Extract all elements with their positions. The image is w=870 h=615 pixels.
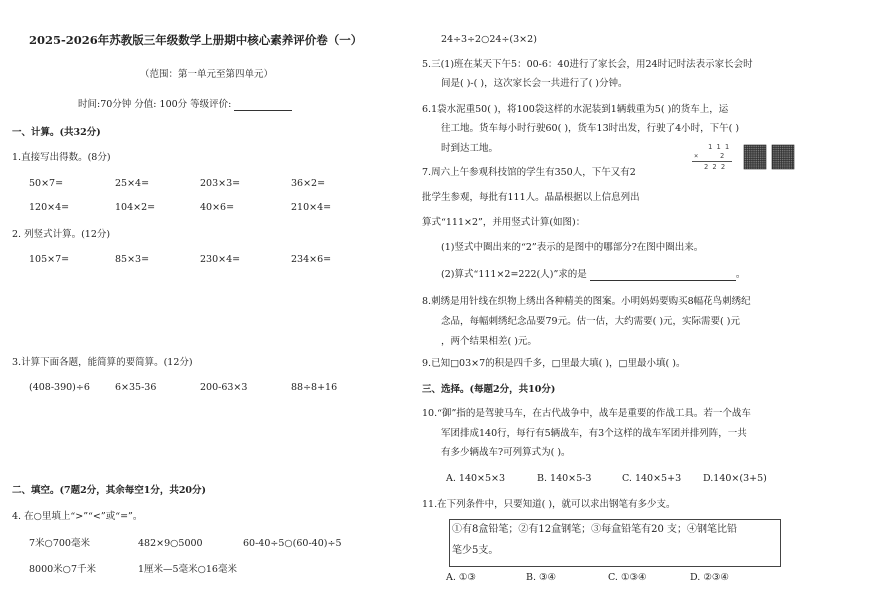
exam-meta-text: 时间:70分钟 分值: 100分 等级评价: bbox=[78, 99, 232, 110]
q6-line: 时到达工地。 bbox=[441, 143, 499, 154]
vertical-calculation bbox=[690, 143, 738, 173]
exam-meta bbox=[78, 98, 292, 111]
q7-sub2-text: (2)算式“111×2=222(人)”求的是 bbox=[441, 269, 587, 280]
q2-item: 234×6= bbox=[291, 254, 332, 265]
q5-line: 间是( )-( )，这次家长会一共进行了( )分钟。 bbox=[441, 78, 628, 89]
q11-conditions-box bbox=[449, 519, 781, 567]
q3-item: 200-63×3 bbox=[200, 382, 248, 393]
exam-scope: （范围：第一单元至第四单元） bbox=[140, 69, 274, 80]
q1-item: 210×4= bbox=[291, 202, 332, 213]
q3-item: (408-390)÷6 bbox=[29, 382, 90, 393]
q11-option-d: D. ②③④ bbox=[690, 572, 729, 583]
vertical-mult-sign: × bbox=[694, 152, 699, 160]
q4-item: 8000米○7千米 bbox=[29, 564, 97, 575]
q4-label: 4. 在○里填上“>”“<”或“=”。 bbox=[12, 511, 143, 522]
q2-item: 105×7= bbox=[29, 254, 70, 265]
vertical-top: 1 1 1 bbox=[708, 143, 730, 151]
q8-line: 8.刺绣是用针线在织物上绣出各种精美的图案。小明妈妈要购买8幅花鸟刺绣纪 bbox=[422, 296, 751, 307]
q6-line: 往工地。货车每小时行驶60( )，货车13时出发，行驶了4小时，下午( ) bbox=[441, 123, 740, 134]
q4-item: 7米○700毫米 bbox=[29, 538, 90, 549]
q4-item: 482×9○5000 bbox=[138, 538, 203, 549]
q4-item: 1厘米—5毫米○16毫米 bbox=[138, 564, 237, 575]
q11-option-b: B. ③④ bbox=[526, 572, 557, 583]
vertical-result: 2 2 2 bbox=[704, 163, 726, 171]
q7-line: 算式“111×2”，并用竖式计算(如图)： bbox=[422, 217, 586, 228]
q1-item: 50×7= bbox=[29, 178, 64, 189]
q5-line: 5.三(1)班在某天下午5：00-6：40进行了家长会，用24时记时法表示家长会时 bbox=[422, 59, 753, 70]
q7-answer-blank bbox=[590, 268, 736, 281]
q10-option-a: A. 140×5×3 bbox=[446, 473, 506, 484]
q1-item: 40×6= bbox=[200, 202, 235, 213]
q4-continued: 24÷3÷2○24÷(3×2) bbox=[441, 34, 537, 45]
q3-item: 88÷8+16 bbox=[291, 382, 338, 393]
q1-label: 1.直接写出得数。(8分) bbox=[12, 152, 111, 163]
q3-item: 6×35-36 bbox=[115, 382, 157, 393]
vertical-second: 2 bbox=[720, 152, 725, 160]
q7-line: 7.周六上午参观科技馆的学生有350人，下午又有2 bbox=[422, 167, 636, 178]
q1-item: 36×2= bbox=[291, 178, 326, 189]
q7-sub1: (1)竖式中圈出来的“2”表示的是图中的哪部分?在图中圈出来。 bbox=[441, 242, 704, 253]
q8-line: ，两个结果相差( )元。 bbox=[441, 336, 537, 347]
q10-option-d: D.140×(3+5) bbox=[703, 473, 767, 484]
hundred-block bbox=[744, 145, 766, 169]
page-title: 2025-2026年苏教版三年级数学上册期中核心素养评价卷（一） bbox=[29, 33, 363, 47]
hundred-blocks-figure bbox=[742, 143, 797, 173]
hundred-block bbox=[772, 145, 794, 169]
q3-label: 3.计算下面各题，能简算的要简算。(12分) bbox=[12, 357, 193, 368]
q2-item: 85×3= bbox=[115, 254, 150, 265]
q1-item: 203×3= bbox=[200, 178, 241, 189]
q1-item: 120×4= bbox=[29, 202, 70, 213]
q11-conditions-line: 笔少5支。 bbox=[452, 545, 499, 556]
q2-item: 230×4= bbox=[200, 254, 241, 265]
q10-option-c: C. 140×5+3 bbox=[622, 473, 682, 484]
q8-line: 念品，每幅刺绣纪念品要79元。估一估，大约需要( )元，实际需要( )元 bbox=[441, 316, 740, 327]
q1-item: 25×4= bbox=[115, 178, 150, 189]
section-fill-blank: 二、填空。(7题2分，其余每空1分，共20分) bbox=[12, 485, 207, 496]
q10-line: 军团排成140行，每行有5辆战车，有3个这样的战车军团并排列阵，一共 bbox=[441, 428, 747, 439]
q2-label: 2. 列竖式计算。(12分) bbox=[12, 229, 111, 240]
q10-option-b: B. 140×5-3 bbox=[537, 473, 592, 484]
q4-item: 60-40÷5○(60-40)÷5 bbox=[243, 538, 342, 549]
q7-sub2: (2)算式“111×2=222(人)”求的是 。 bbox=[441, 269, 746, 280]
q11-conditions-line: ①有8盒铅笔；②有12盒钢笔；③每盒铅笔有20 支；④钢笔比铅 bbox=[452, 524, 737, 535]
section-calculation: 一、计算。(共32分) bbox=[12, 127, 101, 138]
q9-line: 9.已知□03×7的积是四千多，□里最大填( )，□里最小填( )。 bbox=[422, 358, 686, 369]
grade-blank bbox=[234, 98, 292, 111]
q11-option-c: C. ①③④ bbox=[608, 572, 647, 583]
q10-line: 10.“御”指的是驾驶马车，在古代战争中，战车是重要的作战工具。若一个战车 bbox=[422, 408, 751, 419]
q1-item: 104×2= bbox=[115, 202, 156, 213]
q11-line: 11.在下列条件中，只要知道( )，就可以求出钢笔有多少支。 bbox=[422, 499, 676, 510]
q7-line: 批学生参观，每批有111人。晶晶根据以上信息列出 bbox=[422, 192, 640, 203]
section-choice: 三、选择。(每题2分，共10分) bbox=[422, 384, 556, 395]
q11-option-a: A. ①③ bbox=[446, 572, 476, 583]
q6-line: 6.1袋水泥重50( )，将100袋这样的水泥装到1辆载重为5( )的货车上，运 bbox=[422, 104, 729, 115]
q10-line: 有多少辆战车?可列算式为( )。 bbox=[441, 447, 571, 458]
